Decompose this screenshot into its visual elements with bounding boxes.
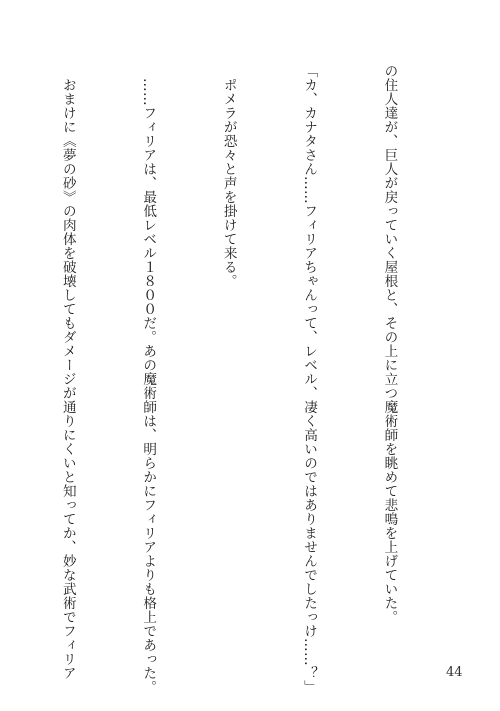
text-line: の住人達が、巨人が戻っていく屋根と、その上に立つ魔術師を眺めて悲鳴を上げていた。 <box>381 64 398 624</box>
page-number: 44 <box>446 665 463 680</box>
text-line: おまけに《夢の砂》の肉体を破壊してもダメージが通りにくいと知ってか、妙な武術でフィリア <box>59 64 76 680</box>
text-line: ポメラが恐々と声を掛けて来る。 <box>220 64 237 288</box>
text-line: ……フィリアは、最低レベル１８００だ。あの魔術師は、明らかにフィリアよりも格上であった。 <box>140 64 157 694</box>
text-line: 「カ、カナタさん……フィリアちゃんって、レベル、凄く高いのではありませんでしたっけ……？」 <box>301 64 318 694</box>
